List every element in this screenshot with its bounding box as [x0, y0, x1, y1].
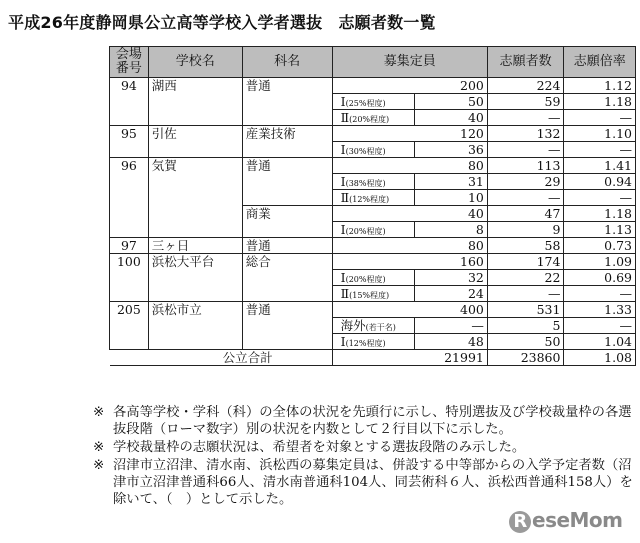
cell-no: 96: [110, 158, 149, 174]
cell-applicants: 531: [487, 302, 564, 318]
cell-no: 205: [110, 302, 149, 318]
segment-sub: (30%程度): [345, 147, 386, 156]
cell-quota: [332, 302, 487, 318]
cell-dept: 普通: [242, 158, 332, 174]
cell-no: [110, 270, 149, 286]
cell-no: [110, 318, 149, 334]
cell-segment: [333, 270, 415, 285]
cell-segment: [333, 222, 415, 237]
cell-school: 浜松市立: [148, 302, 242, 318]
total-applicants: 23860: [487, 350, 564, 366]
cell-segment: [333, 286, 415, 301]
segment-label: Ⅰ: [340, 94, 346, 109]
cell-ratio: —: [564, 318, 636, 334]
table-row: [110, 126, 636, 142]
cell-applicants: 59: [487, 94, 564, 110]
logo-r-mark: R: [509, 511, 531, 533]
cell-school: [148, 110, 242, 126]
header-no: 会場番号: [110, 47, 149, 78]
cell-segment: [333, 174, 415, 189]
cell-quota: [332, 270, 487, 286]
quota-value: 50: [467, 94, 484, 109]
cell-ratio: 1.41: [564, 158, 636, 174]
cell-no: [110, 94, 149, 110]
cell-quota: [332, 206, 487, 222]
applicants-table: [109, 46, 636, 366]
note-2: [93, 439, 633, 456]
segment-label: Ⅰ: [340, 270, 346, 285]
segment-label: Ⅱ: [340, 110, 350, 125]
cell-school: 三ヶ日: [148, 238, 242, 254]
cell-segment: [333, 142, 415, 157]
table-row: [110, 254, 636, 270]
quota-value: 10: [467, 190, 484, 205]
cell-dept: [242, 222, 332, 238]
segment-label: Ⅱ: [340, 286, 350, 301]
table-row: [110, 94, 636, 110]
cell-school: [148, 94, 242, 110]
cell-quota: [332, 142, 487, 158]
header-quota: 募集定員: [332, 47, 487, 78]
cell-school: [148, 174, 242, 190]
cell-dept: 産業技術: [242, 126, 332, 142]
quota-value: 160: [460, 254, 484, 269]
cell-ratio: 1.12: [564, 78, 636, 94]
cell-dept: [242, 190, 332, 206]
table-row: [110, 302, 636, 318]
cell-no: [110, 110, 149, 126]
cell-quota: [332, 286, 487, 302]
cell-applicants: 47: [487, 206, 564, 222]
cell-segment: [333, 110, 415, 125]
cell-school: [148, 318, 242, 334]
segment-sub: (25%程度): [345, 99, 386, 108]
cell-ratio: 1.18: [564, 94, 636, 110]
cell-school: [148, 270, 242, 286]
cell-dept: [242, 110, 332, 126]
table-row: [110, 190, 636, 206]
segment-label: Ⅰ: [340, 222, 346, 237]
segment-sub: (12%程度): [349, 195, 390, 204]
cell-applicants: 174: [487, 254, 564, 270]
cell-dept: [242, 318, 332, 334]
quota-value: 40: [467, 110, 484, 125]
cell-no: 94: [110, 78, 149, 94]
logo-text: eseMom: [532, 508, 623, 532]
segment-label: Ⅰ: [340, 334, 346, 349]
table-row: [110, 206, 636, 222]
segment-sub: (20%程度): [349, 115, 390, 124]
cell-ratio: —: [564, 286, 636, 302]
quota-value: —: [471, 318, 484, 333]
header-applicants: 志願者数: [487, 47, 564, 78]
cell-no: [110, 286, 149, 302]
cell-ratio: 1.18: [564, 206, 636, 222]
cell-quota: [332, 238, 487, 254]
cell-quota: [332, 222, 487, 238]
cell-school: [148, 334, 242, 350]
cell-applicants: —: [487, 110, 564, 126]
cell-applicants: —: [487, 142, 564, 158]
table-row: [110, 238, 636, 254]
cell-quota: [332, 254, 487, 270]
quota-value: 400: [460, 302, 484, 317]
cell-quota: [332, 158, 487, 174]
cell-ratio: 1.10: [564, 126, 636, 142]
cell-school: [148, 142, 242, 158]
table-row: [110, 334, 636, 350]
cell-quota: [332, 190, 487, 206]
cell-dept: [242, 270, 332, 286]
cell-ratio: 0.69: [564, 270, 636, 286]
note-3: [93, 457, 633, 508]
quota-value: 24: [467, 286, 484, 301]
cell-school: 引佐: [148, 126, 242, 142]
segment-label: Ⅱ: [340, 190, 350, 205]
cell-applicants: 132: [487, 126, 564, 142]
cell-dept: [242, 94, 332, 110]
cell-quota: [332, 94, 487, 110]
cell-school: [148, 190, 242, 206]
total-ratio: 1.08: [564, 350, 636, 366]
notes: [93, 404, 633, 509]
table-row: [110, 174, 636, 190]
cell-applicants: 29: [487, 174, 564, 190]
segment-label: 海外: [340, 318, 366, 333]
quota-value: 40: [467, 206, 484, 221]
cell-no: [110, 174, 149, 190]
cell-applicants: 113: [487, 158, 564, 174]
total-quota: 公立合計 21991: [332, 350, 487, 366]
cell-no: [110, 222, 149, 238]
cell-no: [110, 206, 149, 222]
cell-ratio: 1.04: [564, 334, 636, 350]
cell-dept: [242, 142, 332, 158]
header-ratio: 志願倍率: [564, 47, 636, 78]
resemom-logo: [509, 508, 623, 533]
quota-value: 32: [467, 270, 484, 285]
quota-value: 120: [460, 126, 484, 141]
note-1: [93, 404, 633, 438]
cell-dept: 普通: [242, 78, 332, 94]
cell-dept: [242, 174, 332, 190]
cell-quota: [332, 126, 487, 142]
quota-value: 36: [467, 142, 484, 157]
cell-ratio: 0.94: [564, 174, 636, 190]
table-row: [110, 142, 636, 158]
note-mark: ※: [93, 458, 105, 473]
table-row: [110, 222, 636, 238]
cell-school: [148, 206, 242, 222]
cell-applicants: 58: [487, 238, 564, 254]
table-row: [110, 158, 636, 174]
cell-no: [110, 334, 149, 350]
table-row: [110, 270, 636, 286]
cell-no: 97: [110, 238, 149, 254]
cell-no: [110, 142, 149, 158]
table-row: [110, 110, 636, 126]
note-mark: ※: [93, 405, 105, 420]
quota-value: 48: [467, 334, 484, 349]
cell-applicants: —: [487, 190, 564, 206]
cell-applicants: 22: [487, 270, 564, 286]
quota-value: 31: [467, 174, 484, 189]
segment-sub: (20%程度): [345, 227, 386, 236]
quota-value: 80: [467, 238, 484, 253]
cell-school: [148, 286, 242, 302]
cell-ratio: —: [564, 190, 636, 206]
cell-applicants: —: [487, 286, 564, 302]
cell-quota: [332, 174, 487, 190]
segment-label: Ⅰ: [340, 142, 346, 157]
cell-segment: [333, 190, 415, 205]
table-header-row: [110, 47, 636, 78]
cell-dept: 総合: [242, 254, 332, 270]
page-title: 平成26年度静岡県公立高等学校入学者選抜 志願者数一覧: [8, 13, 436, 32]
table-row: [110, 318, 636, 334]
cell-ratio: —: [564, 110, 636, 126]
total-label: 公立合計: [222, 350, 273, 365]
cell-applicants: 50: [487, 334, 564, 350]
segment-sub: (若干名): [365, 323, 396, 332]
cell-quota: [332, 334, 487, 350]
cell-no: 95: [110, 126, 149, 142]
total-row: [110, 350, 636, 366]
cell-segment: [333, 318, 415, 333]
table-row: [110, 78, 636, 94]
quota-value: 8: [475, 222, 484, 237]
segment-sub: (15%程度): [349, 291, 390, 300]
quota-value: 200: [460, 78, 484, 93]
cell-dept: 普通: [242, 302, 332, 318]
header-dept: 科名: [242, 47, 332, 78]
cell-quota: [332, 318, 487, 334]
cell-school: [148, 222, 242, 238]
cell-applicants: 224: [487, 78, 564, 94]
cell-dept: [242, 286, 332, 302]
segment-sub: (38%程度): [345, 179, 386, 188]
cell-quota: [332, 110, 487, 126]
cell-segment: [333, 334, 415, 349]
header-school: 学校名: [148, 47, 242, 78]
cell-ratio: 1.09: [564, 254, 636, 270]
cell-ratio: —: [564, 142, 636, 158]
segment-sub: (20%程度): [345, 275, 386, 284]
cell-dept: [242, 334, 332, 350]
cell-school: 気賀: [148, 158, 242, 174]
note-mark: ※: [93, 440, 105, 455]
note-text: 各高等学校・学科（科）の全体の状況を先頭行に示し、特別選抜及び学校裁量枠の各選抜段階（ローマ数字）別の状況を内数として２行目以下に示した。: [113, 405, 632, 437]
cell-school: 浜松大平台: [148, 254, 242, 270]
segment-sub: (12%程度): [345, 339, 386, 348]
cell-no: [110, 190, 149, 206]
cell-quota: [332, 78, 487, 94]
segment-label: Ⅰ: [340, 174, 346, 189]
cell-ratio: 0.73: [564, 238, 636, 254]
cell-dept: 商業: [242, 206, 332, 222]
cell-ratio: 1.13: [564, 222, 636, 238]
cell-school: 湖西: [148, 78, 242, 94]
table-row: [110, 286, 636, 302]
quota-value: 80: [467, 158, 484, 173]
cell-ratio: 1.33: [564, 302, 636, 318]
cell-dept: 普通: [242, 238, 332, 254]
note-text: 学校裁量枠の志願状況は、希望者を対象とする選抜段階のみ示した。: [113, 440, 526, 455]
cell-no: 100: [110, 254, 149, 270]
note-text: 沼津市立沼津、清水南、浜松西の募集定員は、併設する中等部からの入学予定者数（沼津市立沼津普通科66人、清水南普通科104人、同芸術科６人、浜松西普通科158人）を除いて、（ ）として示した。: [113, 458, 633, 507]
cell-applicants: 9: [487, 222, 564, 238]
cell-segment: [333, 94, 415, 109]
cell-applicants: 5: [487, 318, 564, 334]
